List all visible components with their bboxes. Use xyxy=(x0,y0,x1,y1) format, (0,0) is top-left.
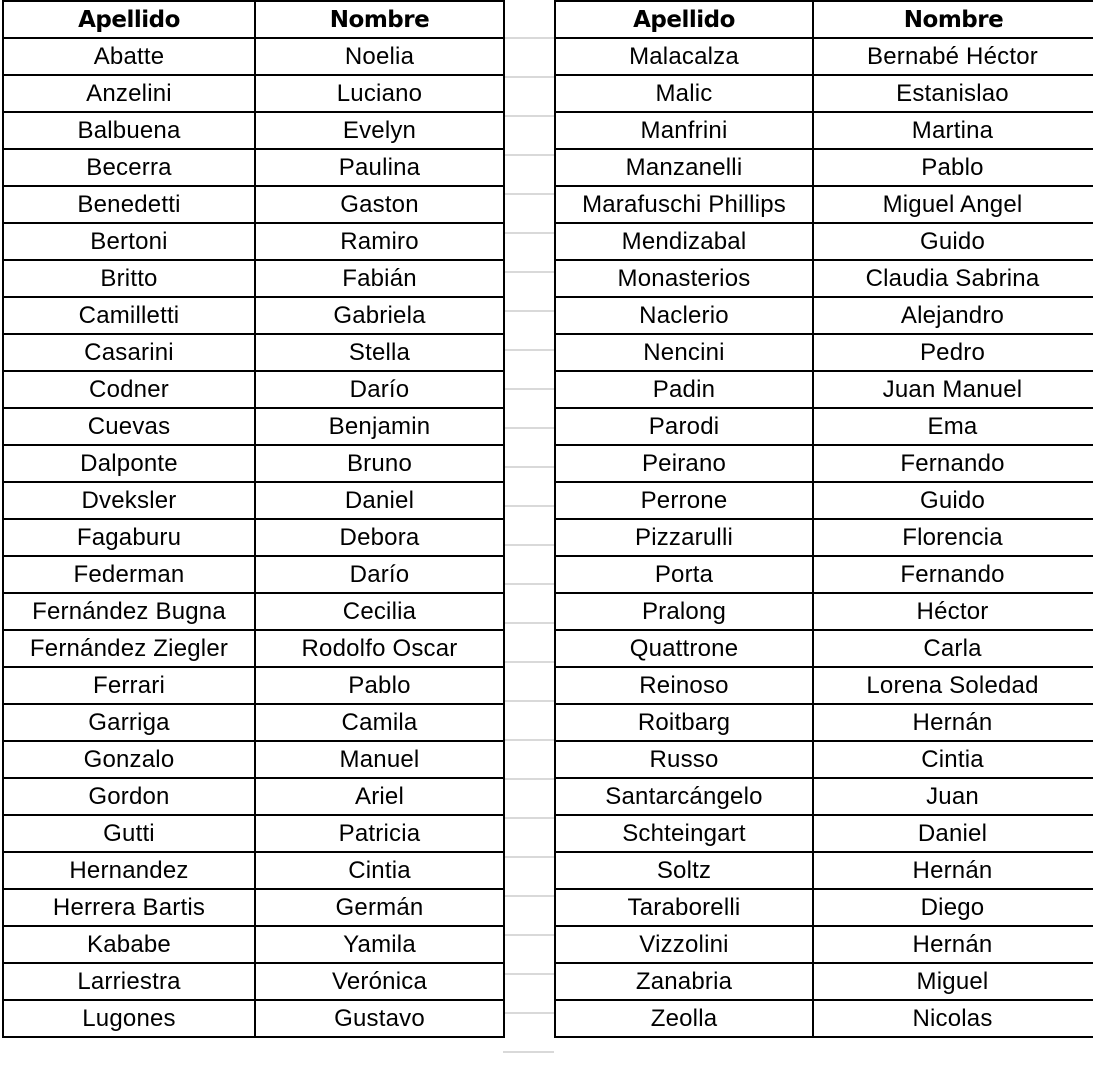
cell-apellido[interactable]: Larriestra xyxy=(3,963,255,1000)
cell-nombre[interactable]: Daniel xyxy=(813,815,1093,852)
cell-apellido[interactable]: Bertoni xyxy=(3,223,255,260)
cell-apellido[interactable]: Padin xyxy=(555,371,813,408)
cell-nombre[interactable]: Claudia Sabrina xyxy=(813,260,1093,297)
table-row xyxy=(555,38,1093,75)
table-row xyxy=(555,408,1093,445)
cell-nombre[interactable]: Alejandro xyxy=(813,297,1093,334)
cell-nombre[interactable]: Estanislao xyxy=(813,75,1093,112)
table-row xyxy=(555,778,1093,815)
table-row xyxy=(555,445,1093,482)
right-table-body xyxy=(555,38,1093,1037)
cell-nombre[interactable]: Ariel xyxy=(255,778,504,815)
cell-nombre[interactable]: Camila xyxy=(255,704,504,741)
cell-apellido[interactable]: Gutti xyxy=(3,815,255,852)
cell-apellido[interactable]: Dalponte xyxy=(3,445,255,482)
table-row xyxy=(3,778,504,815)
cell-apellido[interactable]: Porta xyxy=(555,556,813,593)
table-row xyxy=(3,408,504,445)
cell-nombre[interactable]: Héctor xyxy=(813,593,1093,630)
cell-nombre[interactable]: Ema xyxy=(813,408,1093,445)
table-row xyxy=(555,741,1093,778)
cell-nombre[interactable]: Juan Manuel xyxy=(813,371,1093,408)
cell-apellido[interactable]: Britto xyxy=(3,260,255,297)
table-row xyxy=(3,630,504,667)
cell-nombre[interactable]: Noelia xyxy=(255,38,504,75)
cell-apellido[interactable]: Lugones xyxy=(3,1000,255,1037)
cell-nombre[interactable]: Evelyn xyxy=(255,112,504,149)
table-row xyxy=(3,186,504,223)
table-row xyxy=(555,593,1093,630)
cell-apellido[interactable]: Manzanelli xyxy=(555,149,813,186)
cell-nombre[interactable]: Fernando xyxy=(813,556,1093,593)
empty-gap-column xyxy=(503,0,554,1081)
cell-nombre[interactable]: Stella xyxy=(255,334,504,371)
table-row xyxy=(3,223,504,260)
cell-nombre[interactable]: Pedro xyxy=(813,334,1093,371)
cell-nombre[interactable]: Guido xyxy=(813,482,1093,519)
cell-nombre[interactable]: Juan xyxy=(813,778,1093,815)
cell-apellido[interactable]: Herrera Bartis xyxy=(3,889,255,926)
cell-nombre[interactable]: Fabián xyxy=(255,260,504,297)
cell-nombre[interactable]: Guido xyxy=(813,223,1093,260)
cell-nombre[interactable]: Benjamin xyxy=(255,408,504,445)
cell-nombre[interactable]: Pablo xyxy=(813,149,1093,186)
cell-nombre[interactable]: Verónica xyxy=(255,963,504,1000)
left-names-table xyxy=(2,0,505,1038)
cell-nombre[interactable]: Gabriela xyxy=(255,297,504,334)
cell-nombre[interactable]: Darío xyxy=(255,371,504,408)
table-row xyxy=(3,815,504,852)
cell-apellido[interactable]: Cuevas xyxy=(3,408,255,445)
cell-nombre[interactable]: Ramiro xyxy=(255,223,504,260)
cell-apellido[interactable]: Balbuena xyxy=(3,112,255,149)
cell-apellido[interactable]: Federman xyxy=(3,556,255,593)
cell-nombre[interactable]: Bruno xyxy=(255,445,504,482)
cell-apellido[interactable]: Russo xyxy=(555,741,813,778)
cell-nombre[interactable]: Hernán xyxy=(813,704,1093,741)
cell-apellido[interactable]: Fagaburu xyxy=(3,519,255,556)
cell-apellido[interactable]: Manfrini xyxy=(555,112,813,149)
table-row xyxy=(555,852,1093,889)
cell-apellido[interactable]: Casarini xyxy=(3,334,255,371)
cell-nombre[interactable]: Pablo xyxy=(255,667,504,704)
table-row xyxy=(3,38,504,75)
table-row xyxy=(3,963,504,1000)
cell-apellido[interactable]: Zanabria xyxy=(555,963,813,1000)
header-row xyxy=(3,1,504,38)
table-row xyxy=(555,889,1093,926)
cell-apellido[interactable]: Reinoso xyxy=(555,667,813,704)
cell-apellido[interactable]: Monasterios xyxy=(555,260,813,297)
left-table-body xyxy=(3,38,504,1037)
cell-apellido[interactable]: Roitbarg xyxy=(555,704,813,741)
table-row xyxy=(555,334,1093,371)
cell-nombre[interactable]: Debora xyxy=(255,519,504,556)
cell-apellido[interactable]: Ferrari xyxy=(3,667,255,704)
header-apellido[interactable]: Apellido xyxy=(555,1,813,38)
table-row xyxy=(555,223,1093,260)
table-row xyxy=(555,556,1093,593)
cell-nombre[interactable]: Darío xyxy=(255,556,504,593)
cell-nombre[interactable]: Manuel xyxy=(255,741,504,778)
cell-nombre[interactable]: Diego xyxy=(813,889,1093,926)
cell-nombre[interactable]: Daniel xyxy=(255,482,504,519)
cell-apellido[interactable]: Quattrone xyxy=(555,630,813,667)
cell-apellido[interactable]: Gordon xyxy=(3,778,255,815)
table-row xyxy=(3,482,504,519)
table-row xyxy=(3,334,504,371)
header-apellido[interactable]: Apellido xyxy=(3,1,255,38)
table-row xyxy=(555,667,1093,704)
table-row xyxy=(3,112,504,149)
cell-apellido[interactable]: Becerra xyxy=(3,149,255,186)
cell-apellido[interactable]: Hernandez xyxy=(3,852,255,889)
cell-apellido[interactable]: Mendizabal xyxy=(555,223,813,260)
table-row xyxy=(3,926,504,963)
cell-apellido[interactable]: Gonzalo xyxy=(3,741,255,778)
cell-nombre[interactable]: Hernán xyxy=(813,852,1093,889)
table-row xyxy=(3,704,504,741)
cell-nombre[interactable]: Patricia xyxy=(255,815,504,852)
cell-apellido[interactable]: Peirano xyxy=(555,445,813,482)
cell-nombre[interactable]: Yamila xyxy=(255,926,504,963)
cell-nombre[interactable]: Miguel xyxy=(813,963,1093,1000)
cell-apellido[interactable]: Garriga xyxy=(3,704,255,741)
cell-apellido[interactable]: Naclerio xyxy=(555,297,813,334)
table-row xyxy=(3,75,504,112)
cell-nombre[interactable]: Cintia xyxy=(813,741,1093,778)
table-row xyxy=(3,593,504,630)
cell-nombre[interactable]: Lorena Soledad xyxy=(813,667,1093,704)
table-row xyxy=(3,1000,504,1037)
cell-nombre[interactable]: Gustavo xyxy=(255,1000,504,1037)
table-row xyxy=(555,926,1093,963)
cell-apellido[interactable]: Kababe xyxy=(3,926,255,963)
cell-nombre[interactable]: Martina xyxy=(813,112,1093,149)
cell-apellido[interactable]: Pralong xyxy=(555,593,813,630)
cell-apellido[interactable]: Malic xyxy=(555,75,813,112)
cell-nombre[interactable]: Germán xyxy=(255,889,504,926)
cell-apellido[interactable]: Soltz xyxy=(555,852,813,889)
cell-apellido[interactable]: Fernández Bugna xyxy=(3,593,255,630)
cell-nombre[interactable]: Carla xyxy=(813,630,1093,667)
cell-nombre[interactable]: Cintia xyxy=(255,852,504,889)
header-nombre[interactable]: Nombre xyxy=(813,1,1093,38)
table-row xyxy=(555,75,1093,112)
cell-apellido[interactable]: Malacalza xyxy=(555,38,813,75)
cell-nombre[interactable]: Nicolas xyxy=(813,1000,1093,1037)
header-row xyxy=(555,1,1093,38)
table-row xyxy=(3,889,504,926)
cell-nombre[interactable]: Hernán xyxy=(813,926,1093,963)
table-row xyxy=(555,149,1093,186)
cell-apellido[interactable]: Perrone xyxy=(555,482,813,519)
table-row xyxy=(555,519,1093,556)
cell-nombre[interactable]: Fernando xyxy=(813,445,1093,482)
cell-apellido[interactable]: Codner xyxy=(3,371,255,408)
cell-apellido[interactable]: Marafuschi Phillips xyxy=(555,186,813,223)
cell-apellido[interactable]: Benedetti xyxy=(3,186,255,223)
header-nombre[interactable]: Nombre xyxy=(255,1,504,38)
cell-apellido[interactable]: Fernández Ziegler xyxy=(3,630,255,667)
table-row xyxy=(3,297,504,334)
table-row xyxy=(3,741,504,778)
table-row xyxy=(555,371,1093,408)
table-row xyxy=(555,297,1093,334)
right-names-table xyxy=(554,0,1093,1038)
cell-nombre[interactable]: Gaston xyxy=(255,186,504,223)
cell-apellido[interactable]: Schteingart xyxy=(555,815,813,852)
table-row xyxy=(555,815,1093,852)
table-row xyxy=(3,556,504,593)
cell-apellido[interactable]: Abatte xyxy=(3,38,255,75)
cell-nombre[interactable]: Bernabé Héctor xyxy=(813,38,1093,75)
cell-nombre[interactable]: Rodolfo Oscar xyxy=(255,630,504,667)
cell-apellido[interactable]: Santarcángelo xyxy=(555,778,813,815)
cell-apellido[interactable]: Taraborelli xyxy=(555,889,813,926)
table-row xyxy=(555,963,1093,1000)
table-row xyxy=(555,482,1093,519)
cell-nombre[interactable]: Cecilia xyxy=(255,593,504,630)
cell-nombre[interactable]: Paulina xyxy=(255,149,504,186)
table-row xyxy=(555,704,1093,741)
cell-apellido[interactable]: Nencini xyxy=(555,334,813,371)
cell-nombre[interactable]: Luciano xyxy=(255,75,504,112)
cell-apellido[interactable]: Camilletti xyxy=(3,297,255,334)
table-row xyxy=(3,852,504,889)
cell-apellido[interactable]: Parodi xyxy=(555,408,813,445)
table-row xyxy=(555,112,1093,149)
cell-nombre[interactable]: Florencia xyxy=(813,519,1093,556)
table-row xyxy=(555,630,1093,667)
table-row xyxy=(555,260,1093,297)
table-row xyxy=(555,186,1093,223)
table-row xyxy=(3,260,504,297)
cell-nombre[interactable]: Miguel Angel xyxy=(813,186,1093,223)
table-row xyxy=(3,519,504,556)
cell-apellido[interactable]: Anzelini xyxy=(3,75,255,112)
cell-apellido[interactable]: Zeolla xyxy=(555,1000,813,1037)
table-row xyxy=(3,667,504,704)
cell-apellido[interactable]: Pizzarulli xyxy=(555,519,813,556)
table-row xyxy=(3,149,504,186)
cell-apellido[interactable]: Dveksler xyxy=(3,482,255,519)
cell-apellido[interactable]: Vizzolini xyxy=(555,926,813,963)
table-row xyxy=(555,1000,1093,1037)
table-row xyxy=(3,445,504,482)
table-row xyxy=(3,371,504,408)
